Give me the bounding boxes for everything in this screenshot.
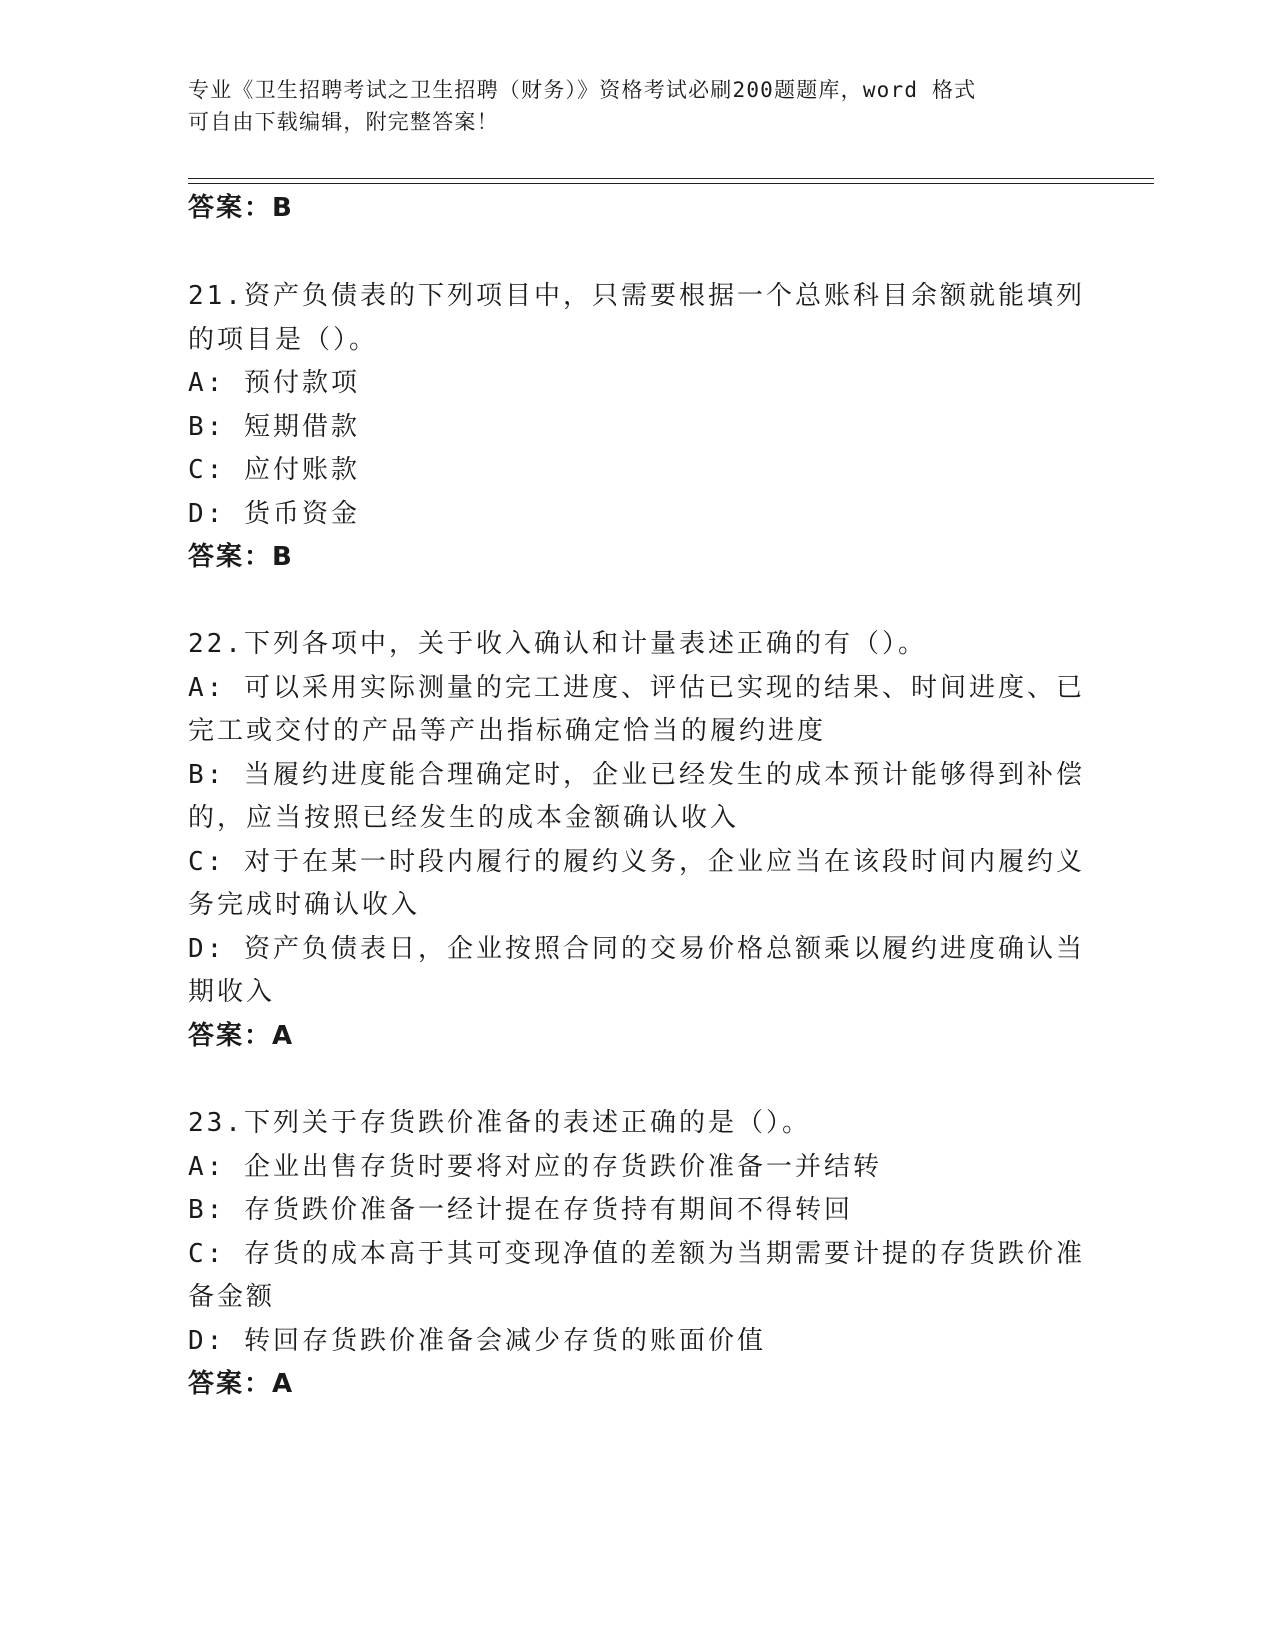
option-c: C: 存货的成本高于其可变现净值的差额为当期需要计提的存货跌价准 (188, 1239, 1085, 1269)
header-divider-bottom (188, 183, 1154, 184)
answer: 答案：A (188, 1021, 295, 1051)
answer: 答案：B (188, 542, 294, 572)
option-d: D: 资产负债表日，企业按照合同的交易价格总额乘以履约进度确认当 (188, 934, 1085, 964)
option-d: D: 转回存货跌价准备会减少存货的账面价值 (188, 1326, 766, 1356)
option-d-continued: 期收入 (188, 977, 276, 1007)
header-divider-top (188, 178, 1154, 179)
option-b: B: 存货跌价准备一经计提在存货持有期间不得转回 (188, 1195, 853, 1225)
option-c: C: 对于在某一时段内履行的履约义务，企业应当在该段时间内履约义 (188, 847, 1085, 877)
option-a: A: 预付款项 (188, 368, 360, 398)
option-a: A: 企业出售存货时要将对应的存货跌价准备一并结转 (188, 1152, 882, 1182)
previous-answer: 答案：B (188, 193, 294, 223)
option-b: B: 当履约进度能合理确定时，企业已经发生的成本预计能够得到补偿 (188, 760, 1085, 790)
question-stem-line: 23.下列关于存货跌价准备的表述正确的是（）。 (188, 1108, 811, 1138)
question-stem-line: 的项目是（）。 (188, 325, 379, 355)
option-c-continued: 备金额 (188, 1282, 276, 1312)
question-stem-line: 22.下列各项中，关于收入确认和计量表述正确的有（）。 (188, 629, 927, 659)
option-b-continued: 的，应当按照已经发生的成本金额确认收入 (188, 803, 740, 833)
option-c: C: 应付账款 (188, 455, 360, 485)
header-line-2: 可自由下载编辑，附完整答案！ (188, 110, 499, 134)
option-a: A: 可以采用实际测量的完工进度、评估已实现的结果、时间进度、已 (188, 673, 1085, 703)
question-stem-line: 21.资产负债表的下列项目中，只需要根据一个总账科目余额就能填列 (188, 281, 1085, 311)
option-c-continued: 务完成时确认收入 (188, 890, 421, 920)
header-line-1: 专业《卫生招聘考试之卫生招聘（财务）》资格考试必刷200题题库，word 格式 (188, 78, 977, 102)
answer: 答案：A (188, 1369, 295, 1399)
option-a-continued: 完工或交付的产品等产出指标确定恰当的履约进度 (188, 716, 827, 746)
option-d: D: 货币资金 (188, 499, 360, 529)
document-header (188, 74, 1068, 138)
option-b: B: 短期借款 (188, 412, 360, 442)
